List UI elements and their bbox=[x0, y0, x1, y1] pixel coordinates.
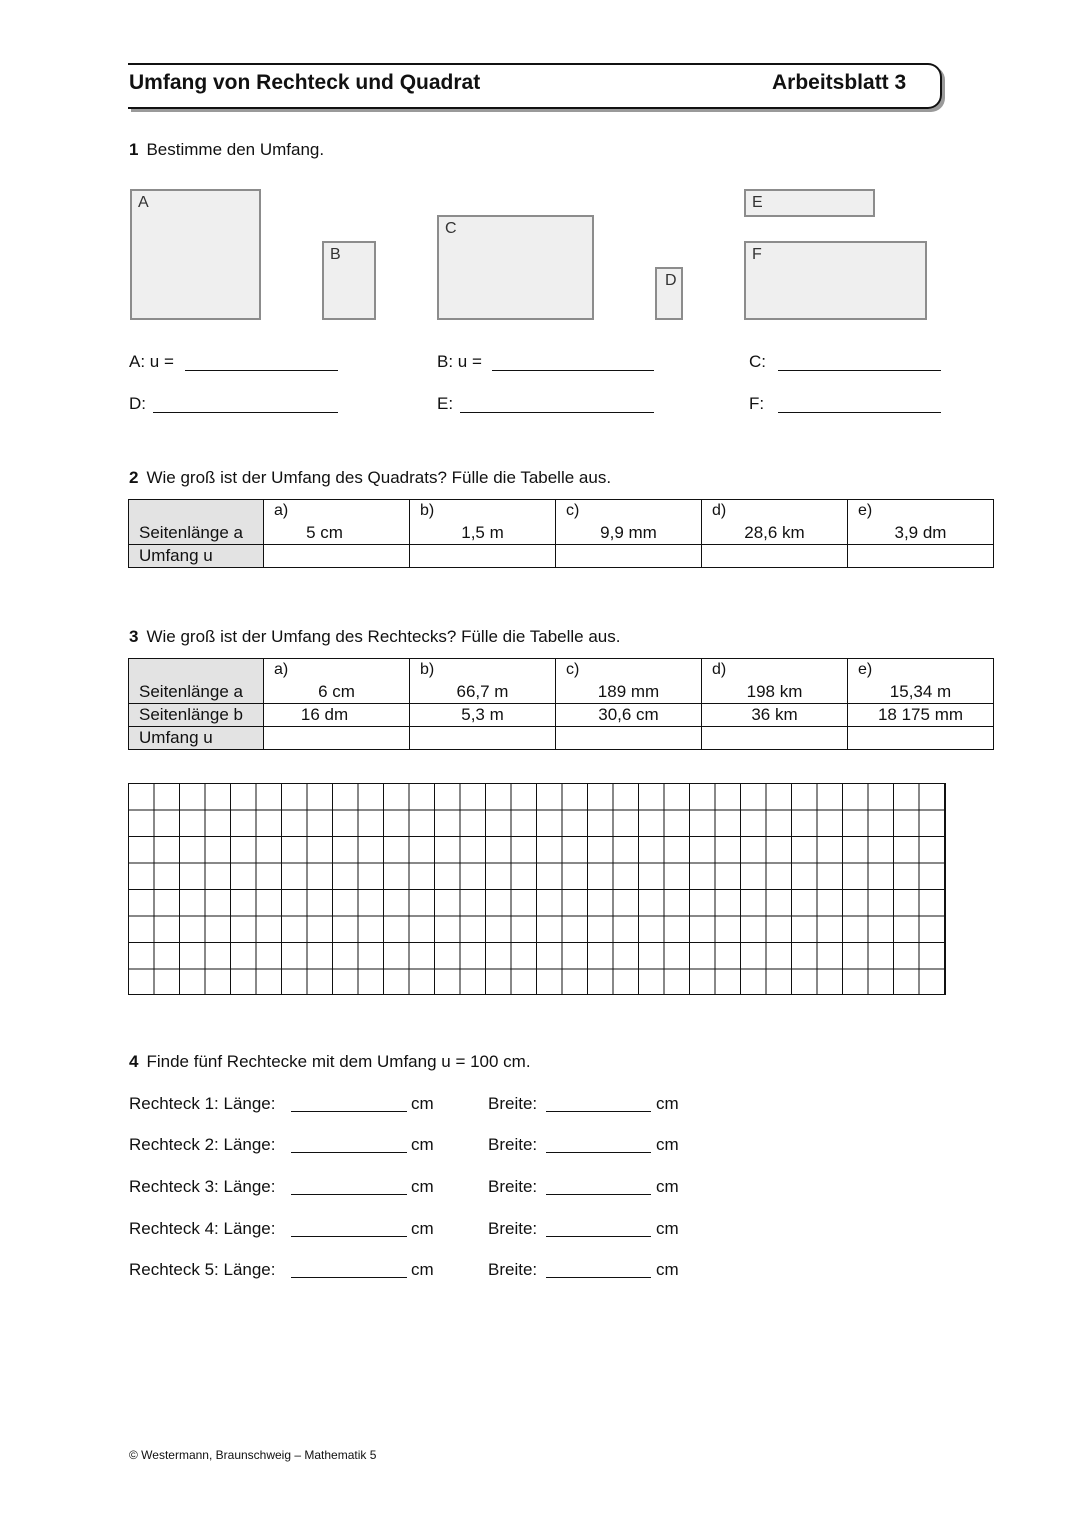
column-b: b) bbox=[410, 659, 556, 682]
length-unit: cm bbox=[411, 1135, 434, 1154]
answer-a-line[interactable] bbox=[185, 370, 338, 371]
row-label-side-b: Seitenlänge b bbox=[129, 704, 264, 727]
shape-a-label: A bbox=[138, 194, 149, 211]
task-1-text: Bestimme den Umfang. bbox=[146, 140, 325, 159]
row-label-side-a: Seitenlänge a bbox=[129, 522, 264, 545]
shape-e-label: E bbox=[752, 194, 763, 211]
cell-side-a: 198 km bbox=[702, 681, 848, 704]
shape-d-label: D bbox=[665, 272, 677, 289]
column-c: c) bbox=[556, 500, 702, 523]
answer-cell[interactable] bbox=[264, 545, 410, 568]
calculation-grid[interactable] bbox=[128, 783, 946, 995]
width-unit: cm bbox=[656, 1219, 679, 1238]
cell-side-a: 6 cm bbox=[264, 681, 410, 704]
width-unit: cm bbox=[656, 1094, 679, 1113]
task-2-prompt bbox=[129, 468, 611, 488]
length-label: Rechteck 5: Länge: bbox=[129, 1260, 276, 1279]
answer-c-label: C: bbox=[749, 352, 766, 371]
width-label: Breite: bbox=[488, 1135, 538, 1154]
task-3-prompt bbox=[129, 627, 621, 647]
shape-b bbox=[322, 241, 376, 320]
column-e: e) bbox=[848, 500, 994, 523]
width-label: Breite: bbox=[488, 1094, 538, 1113]
cell-side-a: 189 mm bbox=[556, 681, 702, 704]
length-line[interactable] bbox=[291, 1111, 407, 1112]
width-unit: cm bbox=[656, 1260, 679, 1279]
cell-side-b: 36 km bbox=[702, 704, 848, 727]
answer-cell[interactable] bbox=[848, 727, 994, 750]
cell-side-a: 15,34 m bbox=[848, 681, 994, 704]
row-label-perimeter: Umfang u bbox=[129, 727, 264, 750]
page-title: Umfang von Rechteck und Quadrat bbox=[129, 71, 481, 94]
shape-f bbox=[744, 241, 927, 320]
cell-side-b: 30,6 cm bbox=[556, 704, 702, 727]
width-line[interactable] bbox=[546, 1277, 651, 1278]
shape-b-label: B bbox=[330, 246, 341, 263]
answer-e-label: E: bbox=[437, 394, 454, 413]
width-line[interactable] bbox=[546, 1152, 651, 1153]
column-d: d) bbox=[702, 500, 848, 523]
answer-e-line[interactable] bbox=[460, 412, 654, 413]
cell-side-a: 3,9 dm bbox=[848, 522, 994, 545]
column-b: b) bbox=[410, 500, 556, 523]
column-a: a) bbox=[264, 500, 410, 523]
width-unit: cm bbox=[656, 1177, 679, 1196]
task-4-number: 4 bbox=[129, 1052, 139, 1071]
answer-cell[interactable] bbox=[556, 545, 702, 568]
length-label: Rechteck 1: Länge: bbox=[129, 1094, 276, 1113]
cell-side-b: 16 dm bbox=[264, 704, 410, 727]
shape-f-label: F bbox=[752, 246, 762, 263]
cell-side-b: 18 175 mm bbox=[848, 704, 994, 727]
row-label-side-a: Seitenlänge a bbox=[129, 681, 264, 704]
cell-side-a: 1,5 m bbox=[410, 522, 556, 545]
length-label: Rechteck 2: Länge: bbox=[129, 1135, 276, 1154]
copyright-footer: © Westermann, Braunschweig – Mathematik 5 bbox=[129, 1448, 377, 1462]
length-unit: cm bbox=[411, 1219, 434, 1238]
width-line[interactable] bbox=[546, 1236, 651, 1237]
width-label: Breite: bbox=[488, 1219, 538, 1238]
task-1-prompt bbox=[129, 140, 324, 160]
answer-d-label: D: bbox=[129, 394, 146, 413]
answer-cell[interactable] bbox=[702, 727, 848, 750]
cell-side-a: 28,6 km bbox=[702, 522, 848, 545]
task-4-prompt bbox=[129, 1052, 531, 1072]
answer-cell[interactable] bbox=[848, 545, 994, 568]
answer-c-line[interactable] bbox=[778, 370, 941, 371]
width-label: Breite: bbox=[488, 1260, 538, 1279]
length-label: Rechteck 4: Länge: bbox=[129, 1219, 276, 1238]
shape-a bbox=[130, 189, 261, 320]
length-unit: cm bbox=[411, 1177, 434, 1196]
width-line[interactable] bbox=[546, 1194, 651, 1195]
answer-f-line[interactable] bbox=[778, 412, 941, 413]
task-4-text: Finde fünf Rechtecke mit dem Umfang u = 100 cm. bbox=[146, 1052, 531, 1071]
answer-f-label: F: bbox=[749, 394, 765, 413]
answer-cell[interactable] bbox=[556, 727, 702, 750]
length-line[interactable] bbox=[291, 1277, 407, 1278]
length-unit: cm bbox=[411, 1260, 434, 1279]
task-3-text: Wie groß ist der Umfang des Rechtecks? Fülle die Tabelle aus. bbox=[146, 627, 621, 646]
cell-side-a: 66,7 m bbox=[410, 681, 556, 704]
cell-side-a: 5 cm bbox=[264, 522, 410, 545]
shape-e bbox=[744, 189, 875, 217]
column-e: e) bbox=[848, 659, 994, 682]
width-label: Breite: bbox=[488, 1177, 538, 1196]
shape-c-label: C bbox=[445, 220, 457, 237]
column-c: c) bbox=[556, 659, 702, 682]
answer-cell[interactable] bbox=[702, 545, 848, 568]
cell-side-a: 9,9 mm bbox=[556, 522, 702, 545]
width-unit: cm bbox=[656, 1135, 679, 1154]
square-perimeter-table bbox=[128, 499, 994, 568]
answer-b-line[interactable] bbox=[492, 370, 654, 371]
task-2-number: 2 bbox=[129, 468, 139, 487]
shape-c bbox=[437, 215, 594, 320]
rectangle-perimeter-table bbox=[128, 658, 994, 750]
cell-side-b: 5,3 m bbox=[410, 704, 556, 727]
task-2-text: Wie groß ist der Umfang des Quadrats? Fülle die Tabelle aus. bbox=[146, 468, 612, 487]
length-unit: cm bbox=[411, 1094, 434, 1113]
answer-b-label: B: u = bbox=[437, 352, 482, 371]
answer-cell[interactable] bbox=[410, 727, 556, 750]
shape-d bbox=[655, 267, 683, 320]
table-corner bbox=[129, 659, 264, 682]
length-line[interactable] bbox=[291, 1152, 407, 1153]
answer-a-label: A: u = bbox=[129, 352, 174, 371]
length-line[interactable] bbox=[291, 1194, 407, 1195]
answer-cell[interactable] bbox=[410, 545, 556, 568]
width-line[interactable] bbox=[546, 1111, 651, 1112]
answer-d-line[interactable] bbox=[153, 412, 338, 413]
task-3-number: 3 bbox=[129, 627, 139, 646]
column-d: d) bbox=[702, 659, 848, 682]
answer-cell[interactable] bbox=[264, 727, 410, 750]
task-1-number: 1 bbox=[129, 140, 139, 159]
sheet-number: Arbeitsblatt 3 bbox=[772, 71, 907, 94]
length-line[interactable] bbox=[291, 1236, 407, 1237]
column-a: a) bbox=[264, 659, 410, 682]
row-label-perimeter: Umfang u bbox=[129, 545, 264, 568]
length-label: Rechteck 3: Länge: bbox=[129, 1177, 276, 1196]
table-corner bbox=[129, 500, 264, 523]
